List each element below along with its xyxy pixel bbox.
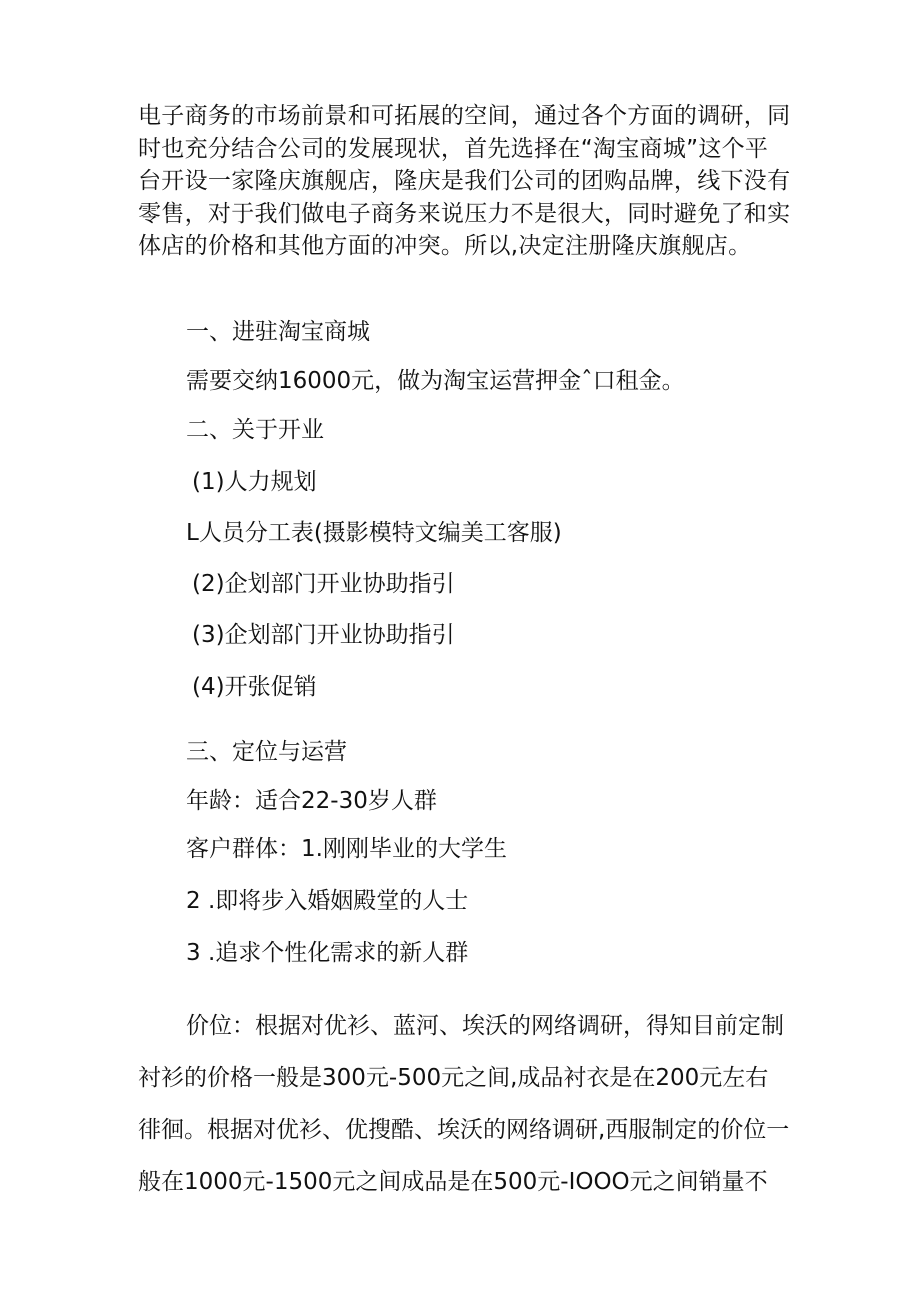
pricing-paragraph: [138, 1000, 790, 1208]
pricing-line: 徘徊。根据对优衫、优搜酷、埃沃的网络调研,西服制定的价位一: [138, 1117, 790, 1143]
customer-group-1: 客户群体：1.刚刚毕业的大学生: [186, 836, 507, 862]
customer-group-2: 2 .即将步入婚姻殿堂的人士: [186, 888, 469, 914]
pricing-line: 衬衫的价格一般是300元-500元之间,成品衬衣是在200元左右: [138, 1065, 769, 1091]
pricing-line: 价位：根据对优衫、蓝河、埃沃的网络调研，得知目前定制: [186, 1013, 784, 1039]
intro-paragraph: [138, 100, 791, 263]
section1-body: 需要交纳16000元，做为淘宝运营押金ˆ口租金。: [186, 368, 685, 394]
intro-line: 电子商务的市场前景和可拓展的空间，通过各个方面的调研，同: [138, 103, 791, 129]
planning-guide-item: (2)企划部门开业协助指引: [192, 571, 455, 597]
section2-heading: 二、关于开业: [186, 417, 324, 443]
section3-heading: 三、定位与运营: [186, 739, 347, 765]
opening-promotion-item: (4)开张促销: [192, 674, 317, 700]
customer-group-3: 3 .追求个性化需求的新人群: [186, 940, 469, 966]
section1-heading: 一、进驻淘宝商城: [186, 319, 370, 345]
target-age: 年龄：适合22-30岁人群: [186, 788, 437, 814]
intro-line: 台开设一家隆庆旗舰店，隆庆是我们公司的团购品牌，线下没有: [138, 168, 791, 194]
staffing-plan-item: (1)人力规划: [192, 469, 317, 495]
staff-division-table: L人员分工表(摄影模特文编美工客服): [186, 520, 562, 546]
planning-guide-item-duplicate: (3)企划部门开业协助指引: [192, 622, 455, 648]
intro-line: 时也充分结合公司的发展现状，首先选择在“淘宝商城”这个平: [138, 135, 769, 162]
intro-line: 零售，对于我们做电子商务来说压力不是很大，同时避免了和实: [138, 200, 791, 227]
pricing-line: 般在1000元-1500元之间成品是在500元-IOOO元之间销量不: [138, 1169, 768, 1195]
intro-line: 体店的价格和其他方面的冲突。所以,决定注册隆庆旗舰店。: [138, 233, 752, 259]
